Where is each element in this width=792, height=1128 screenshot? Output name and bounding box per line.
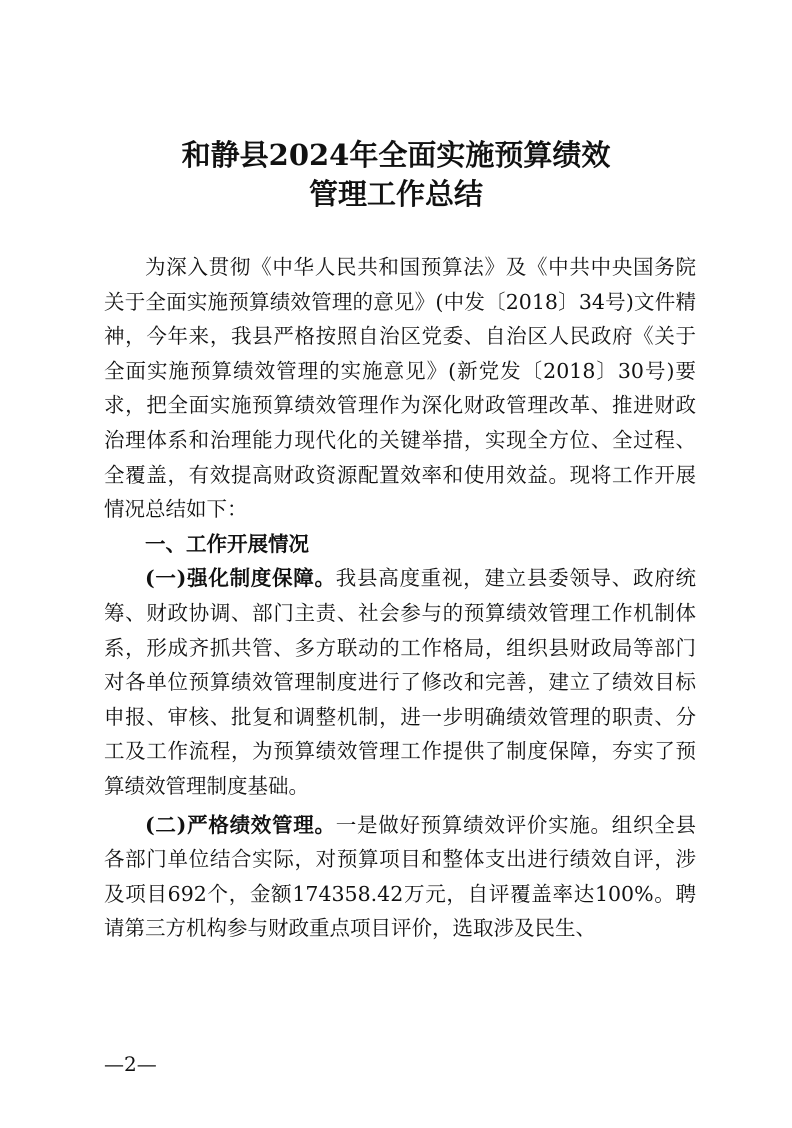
document-title-line-2: 管理工作总结 bbox=[308, 177, 483, 211]
subsection-heading-1: (一)强化制度保障。 bbox=[145, 566, 336, 591]
subsection-paragraph-1 bbox=[104, 561, 696, 803]
subsection-text-1: 我县高度重视，建立县委领导、政府统筹、财政协调、部门主责、社会参与的预算绩效管理工作机制体系，形成齐抓共管、多方联动的工作格局，组织县财政局等部门对各单位预算绩效管理制度进行了修改和完善，建立了绩效目标申报、审核、批复和调整机制，进一步明确绩效管理的职责、分工及工作流程，为预算绩效管理工作提供了制度保障，夯实了预算绩效管理制度基础。 bbox=[104, 566, 696, 798]
intro-paragraph: 为深入贯彻《中华人民共和国预算法》及《中共中央国务院关于全面实施预算绩效管理的意见》(中发〔2018〕34号)文件精神，今年来，我县严格按照自治区党委、自治区人民政府《关于全面实施预算绩效管理的实施意见》(新党发〔2018〕30号)要求，把全面实施预算绩效管理作为深化财政管理改革、推进财政治理体系和治理能力现代化的关键举措，实现全方位、全过程、全覆盖，有效提高财政资源配置效率和使用效益。现将工作开展情况总结如下： bbox=[104, 255, 696, 522]
document-body bbox=[104, 250, 696, 946]
subsection-text-2: 一是做好预算绩效评价实施。组织全县各部门单位结合实际，对预算项目和整体支出进行绩效自评，涉及项目692个，金额174358.42万元，自评覆盖率达100%。聘请第三方机构参与财政重点项目评价，选取涉及民生、 bbox=[104, 812, 696, 941]
page-number: —2— bbox=[104, 1052, 157, 1076]
subsection-heading-2: (二)严格绩效管理。 bbox=[145, 812, 336, 837]
subsection-paragraph-2 bbox=[104, 808, 696, 946]
section-heading-1: 一、工作开展情况 bbox=[145, 531, 309, 556]
document-title-line-1: 和静县2024年全面实施预算绩效 bbox=[181, 138, 611, 172]
